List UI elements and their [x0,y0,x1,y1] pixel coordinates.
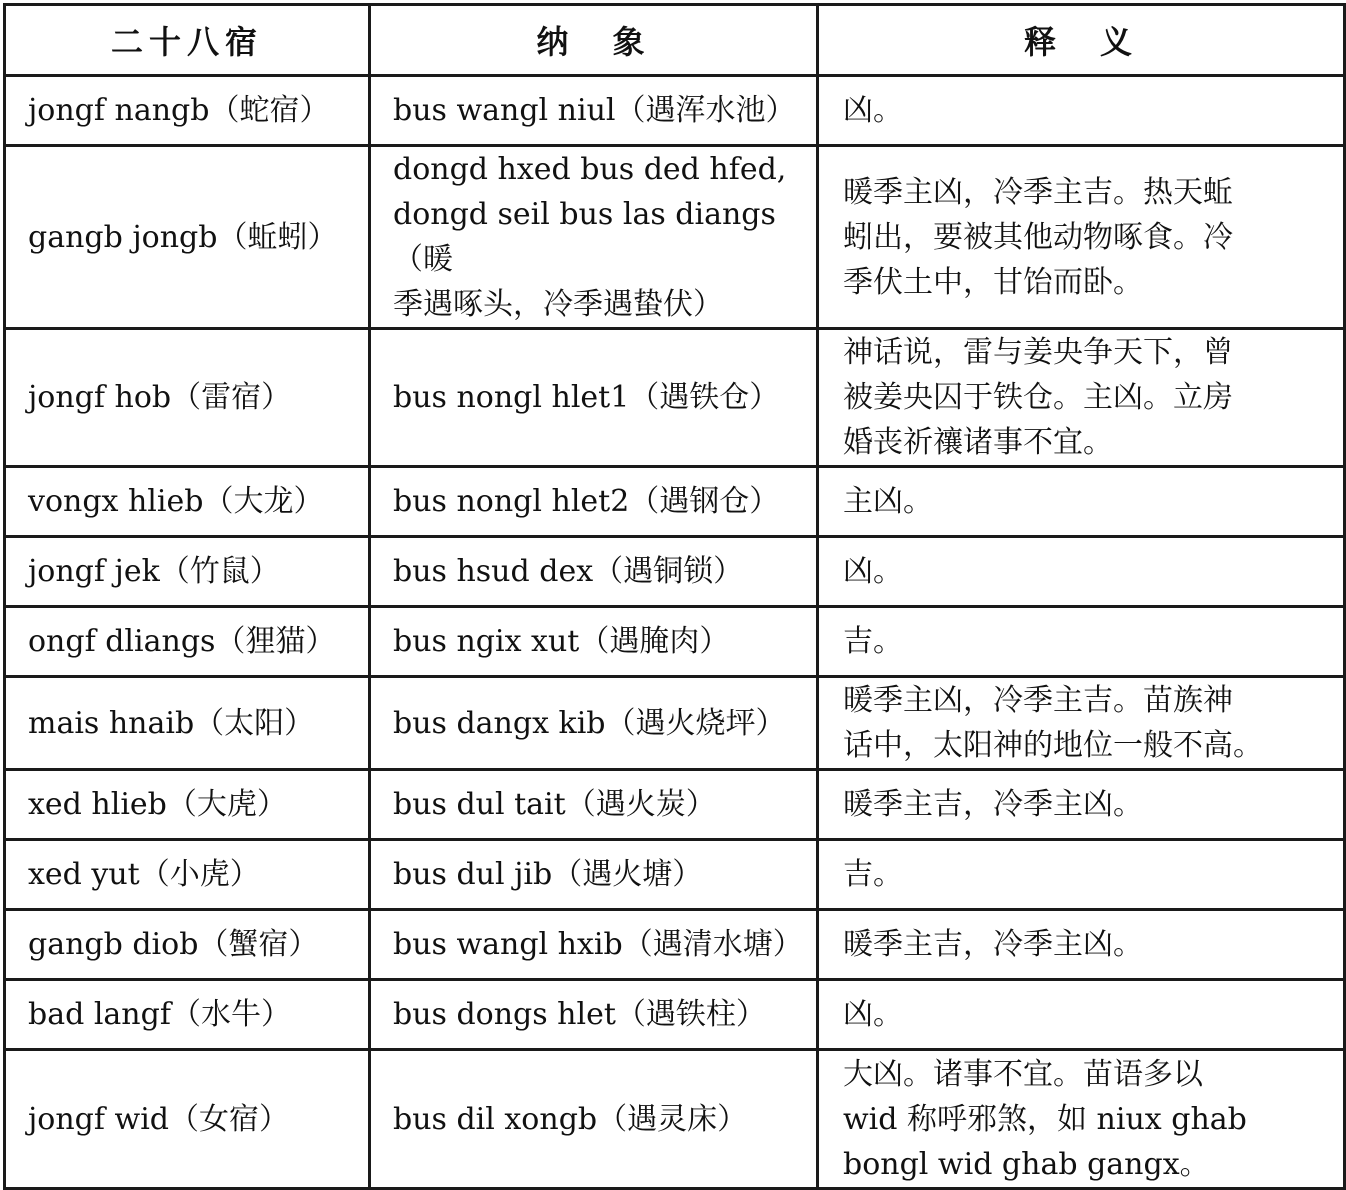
meaning-cell: 暖季主吉，冷季主凶。 [818,910,1345,980]
mansion-cell: jongf hob（雷宿） [5,329,370,467]
mansion-cell: ongf dliangs（狸猫） [5,607,370,677]
table-container [3,3,1343,1190]
mansion-cell: jongf nangb（蛇宿） [5,76,370,146]
header-mansion: 二十八宿 [5,5,370,76]
symbol-cell: bus ngix xut（遇腌肉） [370,607,818,677]
symbol-cell: dongd hxed bus ded hfed, dongd seil bus las diangs（暖 季遇啄头，冷季遇蛰伏） [370,146,818,329]
meaning-cell: 暖季主凶，冷季主吉。苗族神 话中，太阳神的地位一般不高。 [818,677,1345,770]
meaning-cell: 凶。 [818,537,1345,607]
meaning-cell: 大凶。诸事不宜。苗语多以 wid 称呼邪煞，如 niux ghab bongl wid ghab gangx。 [818,1050,1345,1189]
table-row [5,840,1345,910]
table-row [5,329,1345,467]
table-row [5,1050,1345,1189]
symbol-cell: bus hsud dex（遇铜锁） [370,537,818,607]
table-row [5,76,1345,146]
mansion-cell: vongx hlieb（大龙） [5,467,370,537]
header-meaning: 释 义 [818,5,1345,76]
symbol-cell: bus wangl niul（遇浑水池） [370,76,818,146]
symbol-cell: bus dul tait（遇火炭） [370,770,818,840]
table-row [5,770,1345,840]
mansion-cell: xed yut（小虎） [5,840,370,910]
symbol-cell: bus dul jib（遇火塘） [370,840,818,910]
table-row [5,677,1345,770]
meaning-cell: 吉。 [818,840,1345,910]
meaning-cell: 暖季主凶，冷季主吉。热天蚯 蚓出，要被其他动物啄食。冷 季伏土中，甘饴而卧。 [818,146,1345,329]
meaning-cell: 凶。 [818,980,1345,1050]
symbol-cell: bus dil xongb（遇灵床） [370,1050,818,1189]
header-row [5,5,1345,76]
lunar-mansions-table [3,3,1346,1190]
mansion-cell: jongf jek（竹鼠） [5,537,370,607]
mansion-cell: gangb jongb（蚯蚓） [5,146,370,329]
mansion-cell: jongf wid（女宿） [5,1050,370,1189]
meaning-cell: 吉。 [818,607,1345,677]
mansion-cell: bad langf（水牛） [5,980,370,1050]
table-row [5,980,1345,1050]
symbol-cell: bus dangx kib（遇火烧坪） [370,677,818,770]
meaning-cell: 凶。 [818,76,1345,146]
symbol-cell: bus nongl hlet2（遇钢仓） [370,467,818,537]
table-row [5,146,1345,329]
mansion-cell: xed hlieb（大虎） [5,770,370,840]
meaning-cell: 主凶。 [818,467,1345,537]
table-row [5,607,1345,677]
table-row [5,467,1345,537]
mansion-cell: gangb diob（蟹宿） [5,910,370,980]
table-row [5,537,1345,607]
symbol-cell: bus wangl hxib（遇清水塘） [370,910,818,980]
meaning-cell: 神话说，雷与姜央争天下，曾 被姜央囚于铁仓。主凶。立房 婚丧祈禳诸事不宜。 [818,329,1345,467]
meaning-cell: 暖季主吉，冷季主凶。 [818,770,1345,840]
symbol-cell: bus dongs hlet（遇铁柱） [370,980,818,1050]
mansion-cell: mais hnaib（太阳） [5,677,370,770]
table-row [5,910,1345,980]
symbol-cell: bus nongl hlet1（遇铁仓） [370,329,818,467]
header-symbol: 纳 象 [370,5,818,76]
